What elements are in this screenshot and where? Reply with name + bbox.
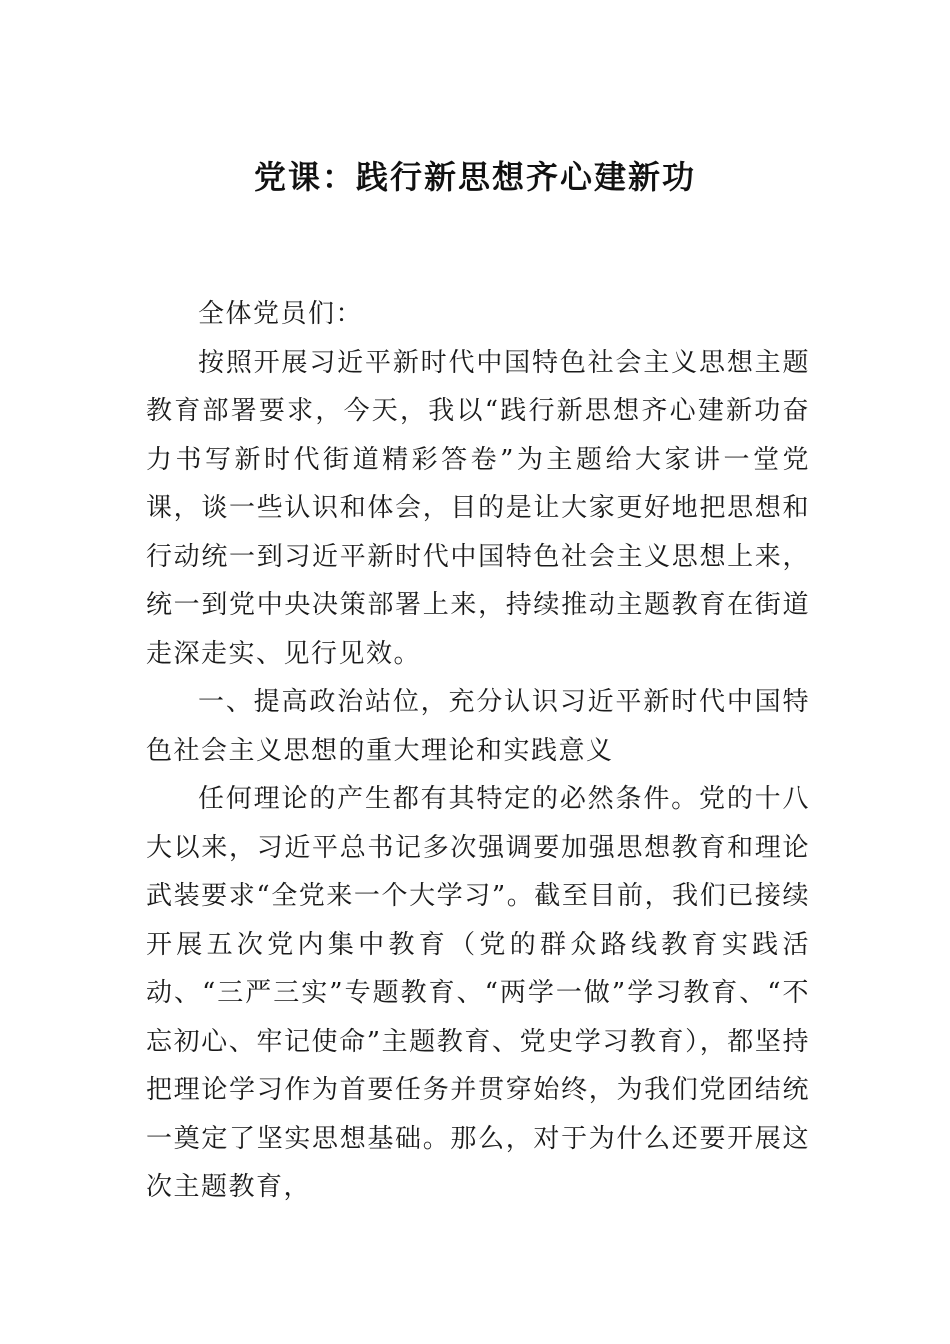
paragraph-theory: 任何理论的产生都有其特定的必然条件。党的十八大以来，习近平总书记多次强调要加强思想教育和理论武装要求“全党来一个大学习”。截至目前，我们已接续开展五次党内集中教育（党的群众路线教育实践活动、“三严三实”专题教育、“两学一做”学习教育、“不忘初心、牢记使命”主题教育、党史学习教育），都坚持把理论学习作为首要任务并贯穿始终，为我们党团结统一奠定了坚实思想基础。那么，对于为什么还要开展这次主题教育， xyxy=(146,784,810,1202)
document-title: 党课：践行新思想齐心建新功 xyxy=(253,158,696,196)
paragraph-intro: 按照开展习近平新时代中国特色社会主义思想主题教育部署要求，今天，我以“践行新思想齐心建新功奋力书写新时代街道精彩答卷”为主题给大家讲一堂党课，谈一些认识和体会，目的是让大家更好地把思想和行动统一到习近平新时代中国特色社会主义思想上来，统一到党中央决策部署上来，持续推动主题教育在街道走深走实、见行见效。 xyxy=(146,347,810,669)
salutation: 全体党员们： xyxy=(198,299,364,329)
document-body xyxy=(146,290,810,1212)
section-heading-1: 一、提高政治站位，充分认识习近平新时代中国特色社会主义思想的重大理论和实践意义 xyxy=(146,687,810,766)
